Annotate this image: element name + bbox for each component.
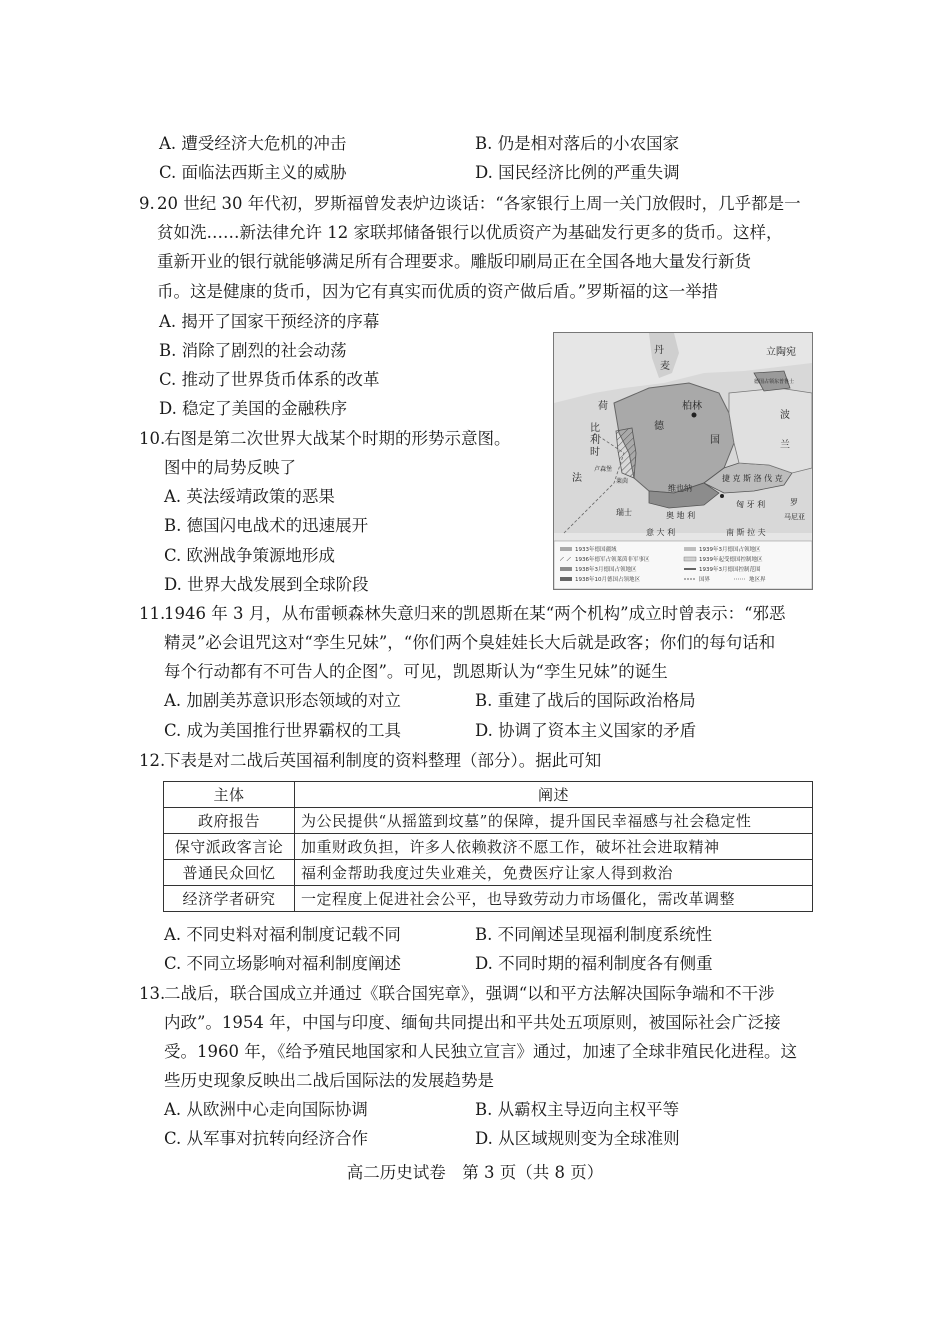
- legend-item: 1939年3月德国占领地区: [699, 547, 761, 553]
- table-header-subject: 主体: [164, 782, 295, 808]
- table-row: [164, 834, 813, 860]
- table-cell-statement: 为公民提供“从摇篮到坟墓”的保障，提升国民幸福感与社会稳定性: [295, 808, 813, 834]
- table-cell-subject: 普通民众回忆: [164, 860, 295, 886]
- table-cell-subject: 政府报告: [164, 808, 295, 834]
- label-berlin: 柏林: [682, 401, 702, 412]
- q10-option-d: D. 世界大战发展到全球阶段: [164, 575, 369, 594]
- q11-option-d: D. 协调了资本主义国家的矛盾: [475, 721, 697, 740]
- table-cell-subject: 经济学者研究: [164, 886, 295, 912]
- q9-option-c: C. 推动了世界货币体系的改革: [159, 370, 380, 389]
- table-cell-statement: 一定程度上促进社会公平，也导致劳动力市场僵化，需改革调整: [295, 886, 813, 912]
- q13-stem-line: 内政”。1954 年，中国与印度、缅甸共同提出和平共处五项原则，被国际社会广泛接: [164, 1013, 781, 1032]
- legend-swatch: [560, 577, 572, 581]
- legend-item: 1939年3月德国控制范围: [699, 567, 761, 573]
- q10-stem-line: 图中的局势反映了: [164, 458, 296, 477]
- q12-option-d: D. 不同时期的福利制度各有侧重: [475, 954, 713, 973]
- legend-item: 1936年德军占领莱茵非军事区: [575, 557, 650, 563]
- table-row: [164, 808, 813, 834]
- label-austria: 奥 地 利: [666, 511, 696, 520]
- table-cell-subject: 保守派政客言论: [164, 834, 295, 860]
- label-lithuania: 立陶宛: [766, 347, 796, 358]
- label-dan: 丹: [654, 345, 664, 356]
- q11-option-b: B. 重建了战后的国际政治格局: [475, 691, 696, 710]
- poland-region: [729, 388, 812, 473]
- label-guo: 国: [710, 435, 720, 446]
- legend-item: 1939年起受德国控制地区: [699, 557, 763, 563]
- label-bo: 波: [780, 410, 790, 421]
- label-he: 荷: [598, 401, 608, 412]
- legend-item: 1938年10月德国占领地区: [575, 577, 640, 583]
- label-rhineland: 莱茵: [616, 478, 629, 485]
- table-row: [164, 886, 813, 912]
- label-shi: 时: [590, 447, 600, 458]
- q11-option-c: C. 成为美国推行世界霸权的工具: [164, 721, 402, 740]
- q9-number: 9.: [139, 194, 155, 213]
- legend-item: 地区界: [749, 577, 766, 583]
- q13-stem-line: 些历史现象反映出二战后国际法的发展趋势是: [164, 1071, 494, 1090]
- table-header-statement: 阐述: [295, 782, 813, 808]
- table-header-row: [164, 782, 813, 808]
- q12-option-a: A. 不同史料对福利制度记载不同: [164, 925, 401, 944]
- label-de: 德: [654, 421, 664, 432]
- q10-stem-line: 右图是第二次世界大战某个时期的形势示意图。: [164, 429, 511, 448]
- label-luxembourg: 卢森堡: [594, 466, 613, 473]
- q9-stem-line: 贫如洗……新法律允许 12 家联邦储备银行以优质资产为基础发行更多的货币。这样，: [157, 223, 783, 242]
- legend-item: 国界: [699, 577, 711, 583]
- q11-option-a: A. 加剧美苏意识形态领域的对立: [164, 691, 401, 710]
- label-vienna: 维也纳: [668, 484, 692, 493]
- label-bi: 比: [590, 423, 600, 434]
- label-li: 利: [590, 435, 600, 446]
- q13-stem-line: 二战后，联合国成立并通过《联合国宪章》，强调“以和平方法解决国际争端和不干涉: [164, 984, 775, 1003]
- q9-option-d: D. 稳定了美国的金融秩序: [159, 399, 348, 418]
- label-hungary: 匈 牙 利: [736, 500, 766, 509]
- label-fa: 法: [572, 473, 582, 484]
- q9-stem-line: 重新开业的银行就能够满足所有合理要求。雕版印刷局正在全国各地大量发行新货: [157, 252, 751, 271]
- q13-option-a: A. 从欧洲中心走向国际协调: [164, 1100, 368, 1119]
- q12-option-c: C. 不同立场影响对福利制度阐述: [164, 954, 402, 973]
- label-italy: 意 大 利: [646, 528, 676, 537]
- legend-swatch: [684, 557, 696, 561]
- legend-item: 1933年德国疆域: [575, 547, 617, 553]
- q9-stem-line: 币。这是健康的货币，因为它有真实而优质的资产做后盾。”罗斯福的这一举措: [157, 282, 719, 301]
- label-czech: 捷 克 斯 洛 伐 克: [722, 474, 783, 483]
- q10-number: 10.: [139, 429, 166, 448]
- q11-stem-line: 每个行动都有不可告人的企图”。可见，凯恩斯认为“孪生兄妹”的诞生: [164, 662, 668, 681]
- label-yugoslavia: 南 斯 拉 夫: [726, 528, 766, 537]
- ww2-situation-map: [553, 332, 813, 590]
- label-east-prussia: 德国占领东普鲁士: [754, 379, 795, 385]
- q12-stem: 下表是对二战后英国福利制度的资料整理（部分）。据此可知: [164, 751, 602, 770]
- label-lan: 兰: [780, 440, 790, 451]
- legend-swatch: [560, 567, 572, 571]
- q11-number: 11.: [139, 604, 166, 623]
- map-figure: [554, 333, 812, 589]
- table-cell-statement: 加重财政负担，许多人依赖救济不愿工作，破坏社会进取精神: [295, 834, 813, 860]
- q13-option-c: C. 从军事对抗转向经济合作: [164, 1129, 369, 1148]
- q9-option-b: B. 消除了剧烈的社会动荡: [159, 341, 347, 360]
- legend-swatch: [560, 557, 572, 561]
- legend-item: 1938年3月德国占领地区: [575, 567, 637, 573]
- q9-option-a: A. 揭开了国家干预经济的序幕: [159, 312, 380, 331]
- q13-option-b: B. 从霸权主导迈向主权平等: [475, 1100, 680, 1119]
- vienna-marker: [720, 494, 724, 498]
- label-switzerland: 瑞士: [616, 508, 632, 517]
- q11-stem-line: 精灵”必会诅咒这对“孪生兄妹”，“你们两个臭娃娃长大后就是政客；你们的每句话和: [164, 633, 776, 652]
- q10-option-b: B. 德国闪电战术的迅速展开: [164, 516, 369, 535]
- q8-option-c: C. 面临法西斯主义的威胁: [159, 163, 347, 182]
- q13-option-d: D. 从区域规则变为全球准则: [475, 1129, 680, 1148]
- q9-stem-line: 20 世纪 30 年代初，罗斯福曾发表炉边谈话：“各家银行上周一关门放假时，几乎都是一: [157, 194, 801, 213]
- legend-swatch: [684, 547, 696, 551]
- table-row: [164, 860, 813, 886]
- welfare-table: [163, 781, 813, 912]
- berlin-marker: [692, 413, 697, 418]
- q8-option-d: D. 国民经济比例的严重失调: [475, 163, 680, 182]
- q13-number: 13.: [139, 984, 166, 1003]
- label-romania: 马尼亚: [784, 513, 805, 521]
- label-mai: 麦: [660, 361, 670, 372]
- q8-option-b: B. 仍是相对落后的小农国家: [475, 134, 680, 153]
- legend-swatch: [560, 547, 572, 551]
- label-luo: 罗: [790, 498, 798, 507]
- q13-stem-line: 受。1960 年，《给予殖民地国家和人民独立宣言》通过，加速了全球非殖民化进程。这: [164, 1042, 797, 1061]
- q8-option-a: A. 遭受经济大危机的冲击: [159, 134, 347, 153]
- page-footer: 高二历史试卷 第 3 页（共 8 页）: [346, 1163, 604, 1182]
- q10-option-a: A. 英法绥靖政策的恶果: [164, 487, 335, 506]
- table-cell-statement: 福利金帮助我度过失业难关，免费医疗让家人得到救治: [295, 860, 813, 886]
- q10-option-c: C. 欧洲战争策源地形成: [164, 546, 336, 565]
- q12-option-b: B. 不同阐述呈现福利制度系统性: [475, 925, 713, 944]
- q11-stem-line: 1946 年 3 月，从布雷顿森林失意归来的凯恩斯在某“两个机构”成立时曾表示：“邪恶: [164, 604, 786, 623]
- q12-number: 12.: [139, 751, 166, 770]
